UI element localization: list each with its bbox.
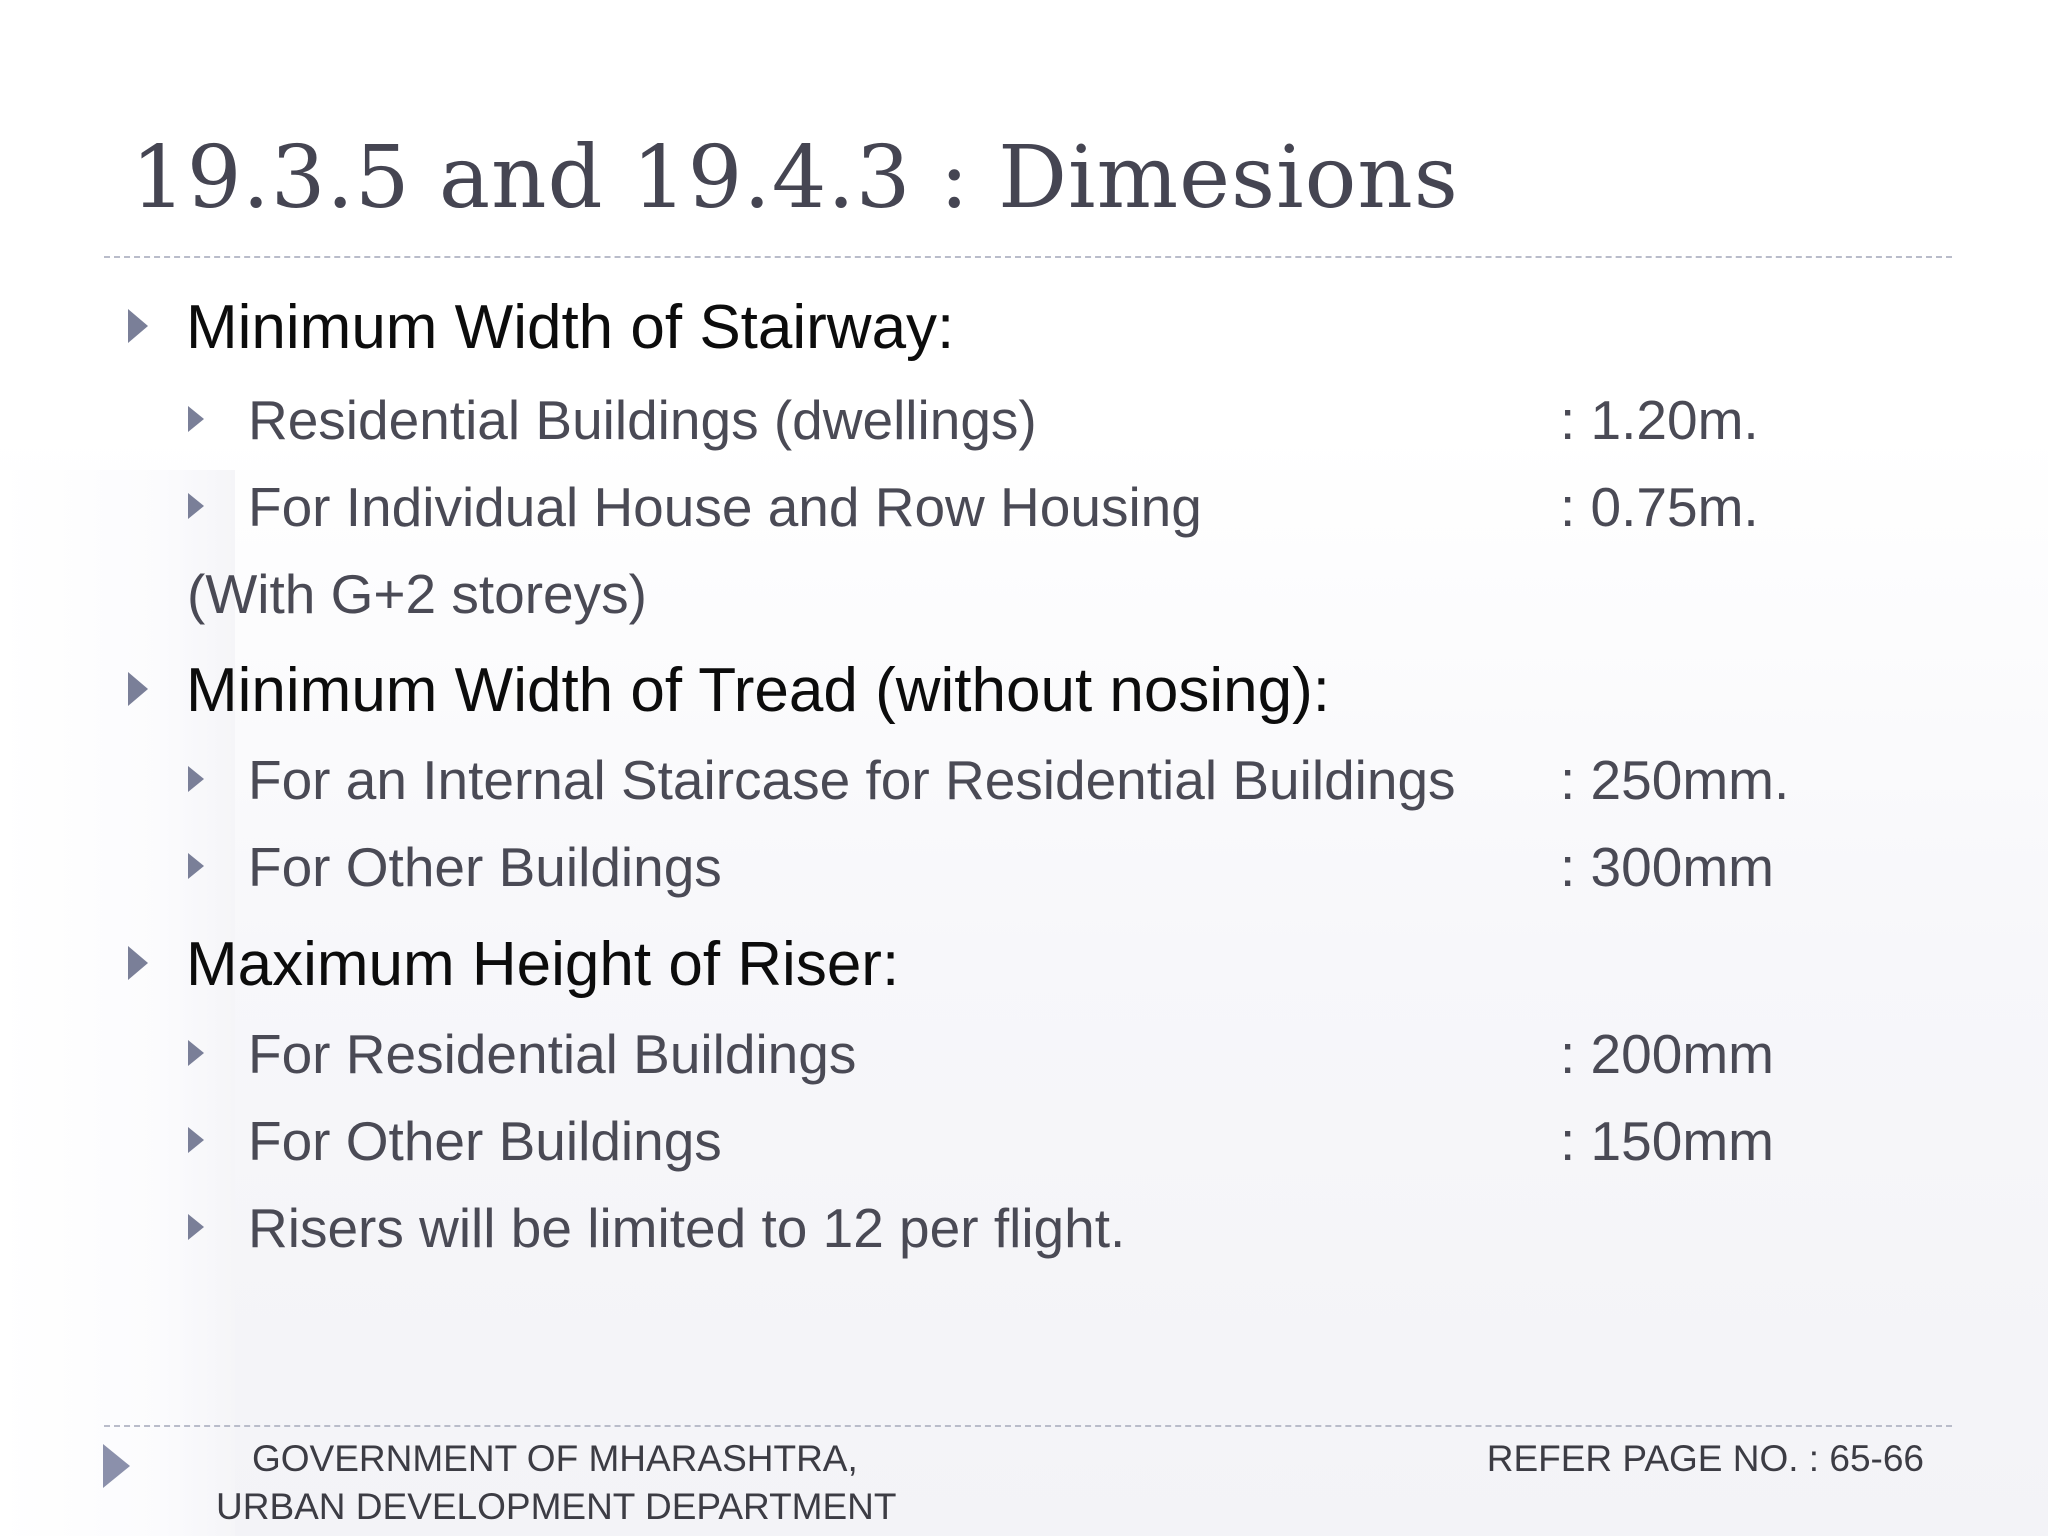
list-item: [188, 1109, 722, 1173]
bullet-triangle-icon: [188, 1040, 204, 1066]
list-item-continuation: (With G+2 storeys): [187, 563, 647, 625]
list-item: [188, 748, 1456, 812]
list-item: [188, 835, 722, 899]
list-item: [188, 1196, 1125, 1260]
footer-divider: [104, 1425, 1952, 1427]
tread-heading: [128, 655, 1330, 726]
footer-triangle-icon: [103, 1444, 130, 1488]
list-item-label: For Individual House and Row Housing: [248, 476, 1202, 538]
footer-org-line2: URBAN DEVELOPMENT DEPARTMENT: [216, 1486, 897, 1527]
riser-heading-text: Maximum Height of Riser:: [186, 930, 900, 999]
bullet-triangle-icon: [128, 946, 148, 980]
riser-heading: [128, 929, 899, 1000]
list-item: [188, 388, 1037, 452]
tread-heading-text: Minimum Width of Tread (without nosing):: [186, 656, 1330, 725]
bullet-triangle-icon: [188, 1214, 204, 1240]
list-item-label: For Residential Buildings: [248, 1023, 857, 1085]
bullet-triangle-icon: [188, 1127, 204, 1153]
list-item-label: For Other Buildings: [248, 1110, 722, 1172]
stairway-heading-text: Minimum Width of Stairway:: [186, 293, 955, 362]
list-item-label: For Other Buildings: [248, 836, 722, 898]
title-divider: [104, 256, 1952, 258]
list-item-value: : 300mm: [1560, 836, 1774, 898]
bullet-triangle-icon: [128, 309, 148, 343]
bullet-triangle-icon: [188, 493, 204, 519]
stairway-heading: [128, 292, 954, 363]
list-item: [188, 475, 1202, 539]
list-item-value: : 1.20m.: [1560, 389, 1759, 451]
list-item-value: : 200mm: [1560, 1023, 1774, 1085]
list-item-value: : 250mm.: [1560, 749, 1790, 811]
bullet-triangle-icon: [128, 672, 148, 706]
list-item-label: For an Internal Staircase for Residential Buildings: [248, 749, 1456, 811]
bullet-triangle-icon: [188, 766, 204, 792]
list-item-value: : 0.75m.: [1560, 476, 1759, 538]
slide-title: 19.3.5 and 19.4.3 : Dimesions: [131, 128, 1459, 228]
list-item: [188, 1022, 856, 1086]
bullet-triangle-icon: [188, 853, 204, 879]
list-item-value: : 150mm: [1560, 1110, 1774, 1172]
footer-org-line1: GOVERNMENT OF MHARASHTRA,: [252, 1438, 858, 1479]
list-item-label: Residential Buildings (dwellings): [248, 389, 1037, 451]
footer-page-reference: REFER PAGE NO. : 65-66: [1486, 1438, 1924, 1479]
list-item-label: Risers will be limited to 12 per flight.: [248, 1197, 1126, 1259]
bullet-triangle-icon: [188, 406, 204, 432]
background-shade: [0, 470, 235, 1536]
